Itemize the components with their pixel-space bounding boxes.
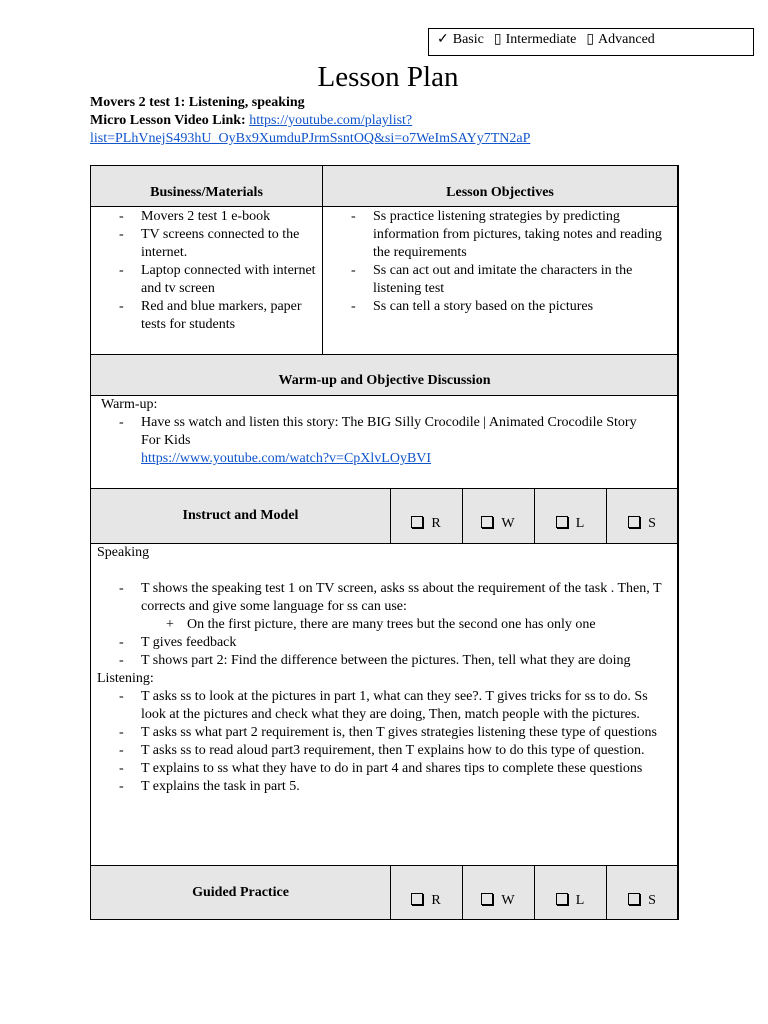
checkbox-icon[interactable] [556,516,568,528]
checkbox-icon[interactable] [411,893,423,905]
guided-skill-w[interactable]: W [463,893,533,909]
warmup-content [91,396,678,468]
speaking-label: Speaking [97,545,150,560]
list-item: - TV screens connected to the internet. [91,226,322,262]
warmup-label: Warm-up: [101,397,158,412]
list-item: - T asks ss what part 2 requirement is, then T gives strategies listening these type of questions [91,724,678,742]
checkbox-icon[interactable] [556,893,568,905]
lesson-subject: Movers 2 test 1: Listening, speaking [90,95,305,110]
list-item: - Red and blue markers, paper tests for students [91,298,322,334]
list-item: - T shows part 2: Find the difference between the pictures. Then, tell what they are doing [91,652,678,670]
objectives-header: Lesson Objectives [446,185,554,200]
page-title: Lesson Plan [317,61,459,93]
empty-box-icon[interactable]: ▯ [493,32,502,47]
list-item: - T shows the speaking test 1 on TV screen, asks ss about the requirement of the task . Then, T corrects and give some language for ss can use: [91,580,678,616]
skill-w[interactable]: W [463,516,533,532]
list-item: + On the first picture, there are many trees but the second one has only one [91,616,678,634]
skill-s[interactable]: S [607,516,677,532]
lesson-table [90,165,679,920]
check-icon[interactable]: ✓ [437,32,449,47]
listening-label: Listening: [97,671,154,686]
list-item: - Ss practice listening strategies by predicting information from pictures, taking notes and reading the requirements [323,208,673,262]
video-link-label: Micro Lesson Video Link: [90,113,246,128]
checkbox-icon[interactable] [628,893,640,905]
list-item: - Ss can tell a story based on the pictures [323,298,673,316]
materials-header: Business/Materials [150,185,263,200]
instruct-content [91,544,678,796]
guided-header: Guided Practice [192,885,289,900]
checkbox-icon[interactable] [481,516,493,528]
level-basic[interactable]: Basic [452,32,484,47]
list-item: - T explains the task in part 5. [91,778,678,796]
skill-l[interactable]: L [535,516,605,532]
skill-r[interactable]: R [391,516,461,532]
warmup-item: Have ss watch and listen this story: The BIG Silly Crocodile | Animated Crocodile Story For Kids [141,415,637,448]
list-item: - T explains to ss what they have to do in part 4 and shares tips to complete these questions [91,760,678,778]
warmup-header: Warm-up and Objective Discussion [278,373,491,388]
list-item: - Movers 2 test 1 e-book [91,208,322,226]
lesson-header [90,94,690,148]
list-item [91,414,678,468]
video-link-part2[interactable]: list=PLhVnejS493hU_OyBx9XumduPJrmSsntOQ&si=o7WeImSAYy7TN2aP [90,131,531,146]
warmup-link[interactable]: https://www.youtube.com/watch?v=CpXlvLOyBVI [141,451,432,466]
guided-skill-s[interactable]: S [607,893,677,909]
checkbox-icon[interactable] [481,893,493,905]
checkbox-icon[interactable] [411,516,423,528]
checkbox-icon[interactable] [628,516,640,528]
instruct-header: Instruct and Model [182,508,299,523]
video-link-part1[interactable]: https://youtube.com/playlist? [249,113,413,128]
list-item: - Laptop connected with internet and tv screen [91,262,322,298]
list-item: - T asks ss to read aloud part3 requirement, then T explains how to do this type of question. [91,742,678,760]
list-item: - Ss can act out and imitate the characters in the listening test [323,262,673,298]
level-selector [428,28,754,56]
list-item: - T gives feedback [91,634,678,652]
empty-box-icon[interactable]: ▯ [586,32,595,47]
list-item: - T asks ss to look at the pictures in part 1, what can they see?. T gives tricks for ss to do. Ss look at the pictures and check what they are doing, Then, match people with the pictures. [91,688,678,724]
level-intermediate[interactable]: Intermediate [505,32,577,47]
guided-skill-r[interactable]: R [391,893,461,909]
objectives-list [323,208,673,316]
materials-list [91,208,322,334]
guided-skill-l[interactable]: L [535,893,605,909]
level-advanced[interactable]: Advanced [598,32,655,47]
